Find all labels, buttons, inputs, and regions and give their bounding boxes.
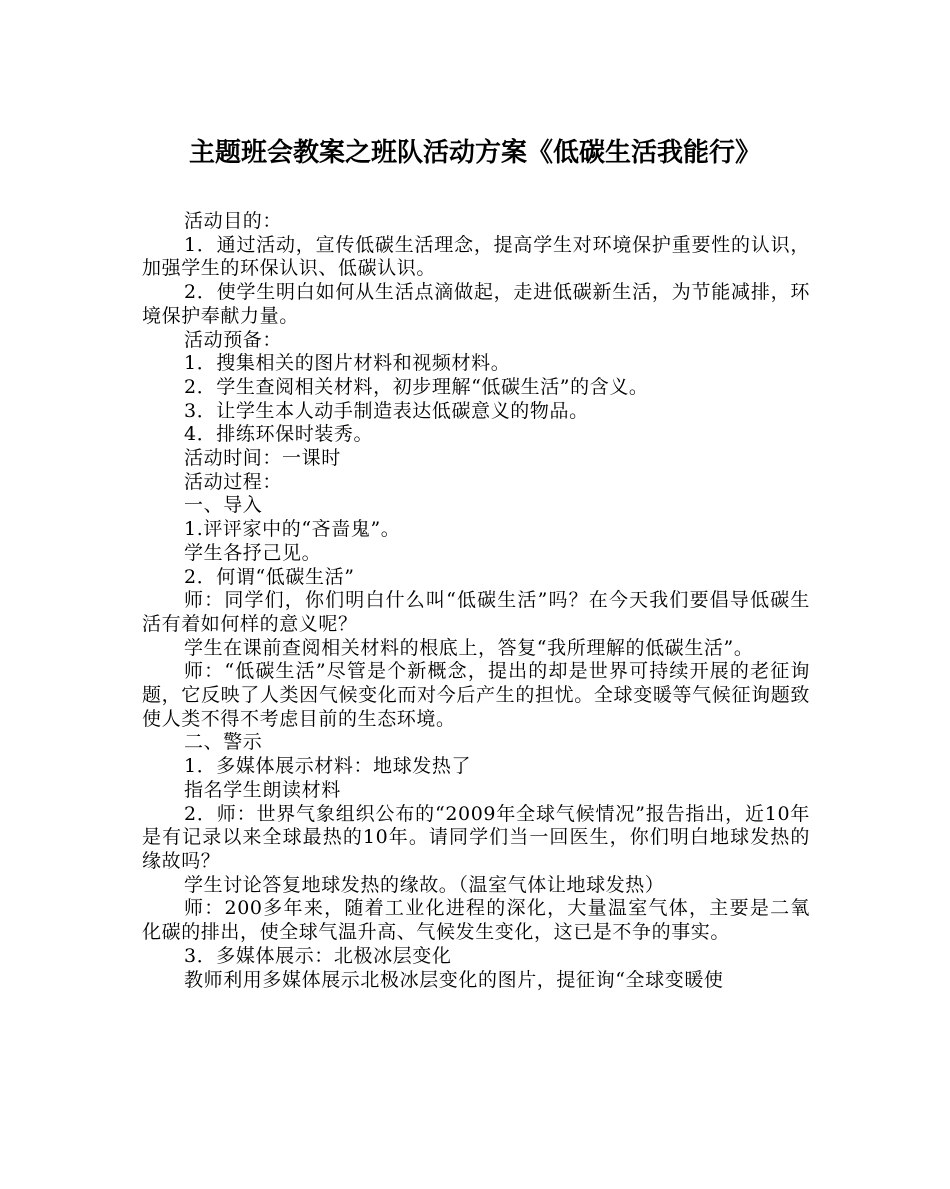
paragraph: 师：“低碳生活”尽管是个新概念，提出的却是世界可持续开展的老征询题，它反映了人类因气候变化而对今后产生的担忧。全球变暖等气候征询题致使人类不得不考虑目前的生态环境。 bbox=[142, 660, 810, 730]
paragraph: 学生在课前查阅相关材料的根底上，答复“我所理解的低碳生活”。 bbox=[184, 636, 754, 659]
paragraph: 指名学生朗读材料 bbox=[184, 778, 341, 801]
paragraph: 师：200多年来，随着工业化进程的深化，大量温室气体，主要是二氧化碳的排出，使全球气温升高、气候发生变化，这已是不争的事实。 bbox=[142, 897, 810, 944]
paragraph: 2．何谓“低碳生活” bbox=[184, 565, 355, 588]
paragraph: 1．搜集相关的图片材料和视频材料。 bbox=[184, 352, 511, 375]
document-body bbox=[142, 210, 810, 992]
paragraph: 活动时间：一课时 bbox=[184, 447, 341, 470]
paragraph: 3．多媒体展示：北极冰层变化 bbox=[184, 944, 452, 967]
paragraph: 2．师：世界气象组织公布的“2009年全球气候情况”报告指出，近10年是有记录以来全球最热的10年。请同学们当一回医生，你们明白地球发热的缘故吗？ bbox=[142, 802, 810, 872]
paragraph: 3．让学生本人动手制造表达低碳意义的物品。 bbox=[184, 399, 589, 422]
document-title: 主题班会教案之班队活动方案《低碳生活我能行》 bbox=[188, 138, 761, 168]
paragraph: 4．排练环保时装秀。 bbox=[184, 423, 374, 446]
paragraph: 活动过程： bbox=[184, 470, 283, 493]
paragraph: 一、导入 bbox=[184, 494, 263, 517]
paragraph: 学生讨论答复地球发热的缘故。（温室气体让地球发热） bbox=[184, 873, 665, 896]
paragraph: 活动预备： bbox=[184, 328, 283, 351]
paragraph: 师：同学们，你们明白什么叫“低碳生活”吗？在今天我们要倡导低碳生活有着如何样的意义呢？ bbox=[142, 589, 810, 635]
paragraph: 活动目的： bbox=[184, 210, 283, 232]
paragraph: 1.评评家中的“吝啬鬼”。 bbox=[184, 518, 401, 541]
paragraph: 2．使学生明白如何从生活点滴做起，走进低碳新生活，为节能减排，环境保护奉献力量。 bbox=[142, 281, 810, 327]
paragraph: 学生各抒己见。 bbox=[184, 541, 322, 564]
paragraph: 1．通过活动，宣传低碳生活理念，提高学生对环境保护重要性的认识，加强学生的环保认识、低碳认识。 bbox=[142, 233, 810, 280]
paragraph: 二、警示 bbox=[184, 731, 263, 754]
paragraph: 教师利用多媒体展示北极冰层变化的图片，提征询“全球变暖使 bbox=[184, 968, 724, 991]
paragraph: 1．多媒体展示材料：地球发热了 bbox=[184, 755, 472, 778]
paragraph: 2．学生查阅相关材料，初步理解“低碳生活”的含义。 bbox=[184, 375, 649, 398]
